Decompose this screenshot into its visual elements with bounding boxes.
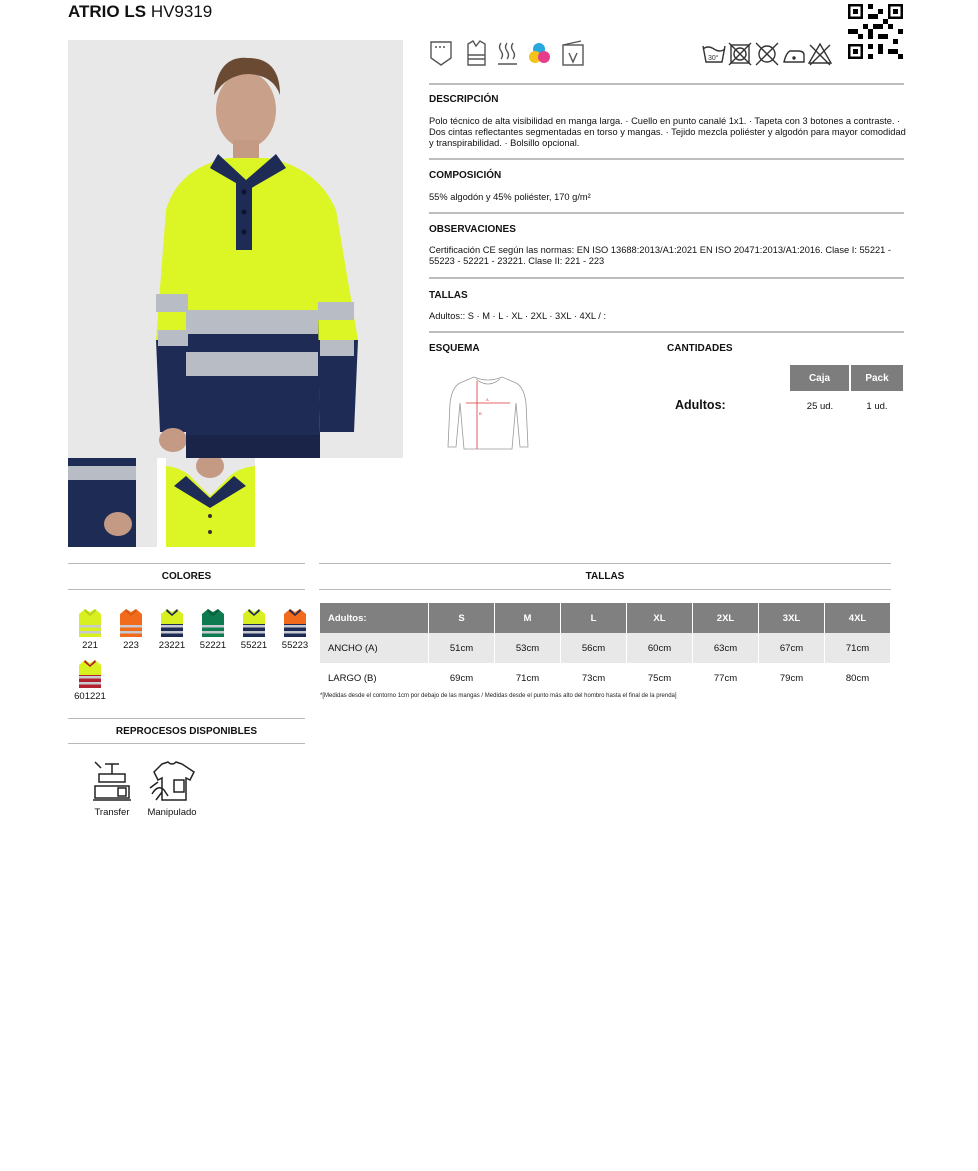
color-swatch[interactable] — [111, 607, 151, 651]
care-icons — [702, 41, 834, 72]
tallas-table-title: TALLAS — [585, 571, 625, 582]
table-cell: 71cm — [515, 672, 540, 684]
table-cell: 75cm — [647, 672, 672, 684]
size-table-note: *[Medidas desde el contorno 1cm por debajo de las mangas / Medidas desde el punto más alto del hombro hasta el final de la prenda] — [320, 693, 677, 699]
polo-shirt-icon — [282, 607, 308, 639]
no-dry-clean-icon — [756, 43, 778, 65]
table-row — [320, 633, 890, 663]
polo-shirt-icon — [200, 607, 226, 639]
table-cell: 53cm — [495, 633, 560, 663]
divider — [319, 589, 891, 590]
table-row — [320, 663, 890, 693]
color-swatch[interactable] — [152, 607, 192, 651]
size-table-header: 2XL — [693, 603, 758, 633]
table-cell: 73cm — [581, 672, 606, 684]
cantidades-caja-value: 25 ud. — [806, 401, 834, 412]
table-cell: 67cm — [759, 633, 824, 663]
size-table-header: M — [495, 603, 560, 633]
divider — [429, 83, 904, 85]
descripcion-text: Polo técnico de alta visibilidad en manga larga. · Cuello en punto canalé 1x1. · Tapeta con 3 botones a contraste. · Dos cintas reflectantes segmentadas en torso y mangas. · Tejido mezcla poliéster y algodón para mayor comodidad y transpirabilidad. · Bolsillo opcional. — [429, 116, 906, 148]
table-cell: 60cm — [627, 633, 692, 663]
reproceso-label: Manipulado — [147, 807, 197, 818]
tallas-text: Adultos:: S · M · L · XL · 2XL · 3XL · 4XL / : — [429, 311, 607, 321]
reprocesos-title: REPROCESOS DISPONIBLES — [115, 726, 258, 737]
divider — [68, 563, 305, 564]
color-swatch[interactable] — [275, 607, 315, 651]
divider — [429, 277, 904, 279]
svg-text:30°: 30° — [708, 55, 719, 62]
reproceso-transfer[interactable] — [86, 760, 138, 818]
table-cell: 69cm — [449, 672, 474, 684]
color-code: 221 — [82, 640, 98, 651]
composicion-text: 55% algodón y 45% poliéster, 170 g/m² — [429, 192, 591, 202]
cantidades-caja-header: Caja — [790, 365, 849, 391]
garment-schematic — [446, 373, 530, 458]
reproceso-label: Transfer — [94, 807, 130, 818]
product-thumbnail-collar[interactable] — [166, 458, 255, 547]
no-bleach-icon — [809, 44, 831, 65]
wash-30-icon — [703, 46, 725, 62]
divider — [319, 563, 891, 564]
size-table — [319, 603, 891, 693]
divider — [429, 158, 904, 160]
no-tumble-dry-icon — [729, 43, 751, 65]
divider — [68, 743, 305, 744]
color-code: 52221 — [199, 640, 227, 651]
size-table-header: 3XL — [759, 603, 824, 633]
product-code: HV9319 — [150, 2, 213, 21]
color-code: 55223 — [281, 640, 309, 651]
product-thumbnail-sleeve[interactable] — [68, 458, 157, 547]
divider — [429, 212, 904, 214]
table-cell: 79cm — [779, 672, 804, 684]
color-code: 55221 — [240, 640, 268, 651]
table-cell: ANCHO (A) — [320, 633, 428, 663]
descripcion-title: DESCRIPCIÓN — [429, 94, 499, 105]
polo-shirt-icon — [241, 607, 267, 639]
product-name: ATRIO LS — [68, 2, 147, 21]
cantidades-title: CANTIDADES — [667, 343, 733, 354]
cantidades-row-label: Adultos: — [675, 398, 726, 412]
colores-title: COLORES — [161, 571, 212, 582]
pocket-icon — [431, 42, 451, 65]
polo-shirt-icon — [118, 607, 144, 639]
divider — [68, 589, 305, 590]
table-cell: 77cm — [713, 672, 738, 684]
cantidades-pack-value: 1 ud. — [866, 401, 888, 412]
color-swatch[interactable] — [234, 607, 274, 651]
product-title — [68, 2, 212, 22]
tallas-title: TALLAS — [429, 290, 468, 301]
table-cell: LARGO (B) — [328, 672, 377, 684]
color-swatch[interactable] — [70, 658, 110, 702]
vest-icon — [468, 41, 485, 65]
table-cell: 80cm — [845, 672, 870, 684]
reproceso-manipulado[interactable] — [145, 760, 199, 818]
observaciones-text: Certificación CE según las normas: EN ISO 13688:2013/A1:2021 EN ISO 20471:2013/A1:2016. Clase I: 55221 - 55223 - 52221 - 23221. Clase II: 221 - 223 — [429, 245, 892, 266]
iron-low-icon — [784, 51, 804, 62]
polo-shirt-icon — [77, 658, 103, 690]
table-cell: 71cm — [825, 633, 890, 663]
breathable-icon — [498, 43, 517, 64]
divider — [429, 331, 904, 333]
cantidades-pack-header: Pack — [851, 365, 903, 391]
qr-code-icon — [848, 4, 903, 59]
svg-text:A: A — [486, 397, 489, 402]
transfer-press-icon — [91, 760, 133, 804]
color-code: 223 — [123, 640, 139, 651]
table-cell: 56cm — [561, 633, 626, 663]
size-table-header: Adultos: — [320, 603, 428, 633]
size-table-header: 4XL — [825, 603, 890, 633]
product-main-photo — [68, 40, 403, 458]
divider — [68, 718, 305, 719]
table-cell: 51cm — [429, 633, 494, 663]
color-dots-icon — [529, 43, 550, 63]
hand-tshirt-icon — [148, 760, 196, 804]
table-cell: 63cm — [693, 633, 758, 663]
size-table-header: L — [561, 603, 626, 633]
color-code: 601221 — [74, 691, 106, 702]
certification-icon — [563, 41, 583, 65]
color-code: 23221 — [158, 640, 186, 651]
size-table-header: S — [429, 603, 494, 633]
color-swatch[interactable] — [193, 607, 233, 651]
observaciones-title: OBSERVACIONES — [429, 224, 516, 235]
svg-text:B: B — [479, 411, 482, 416]
polo-shirt-icon — [77, 607, 103, 639]
feature-icons — [429, 40, 589, 73]
color-swatch[interactable] — [70, 607, 110, 651]
size-table-header: XL — [627, 603, 692, 633]
polo-shirt-icon — [159, 607, 185, 639]
esquema-title: ESQUEMA — [429, 343, 480, 354]
composicion-title: COMPOSICIÓN — [429, 170, 502, 181]
